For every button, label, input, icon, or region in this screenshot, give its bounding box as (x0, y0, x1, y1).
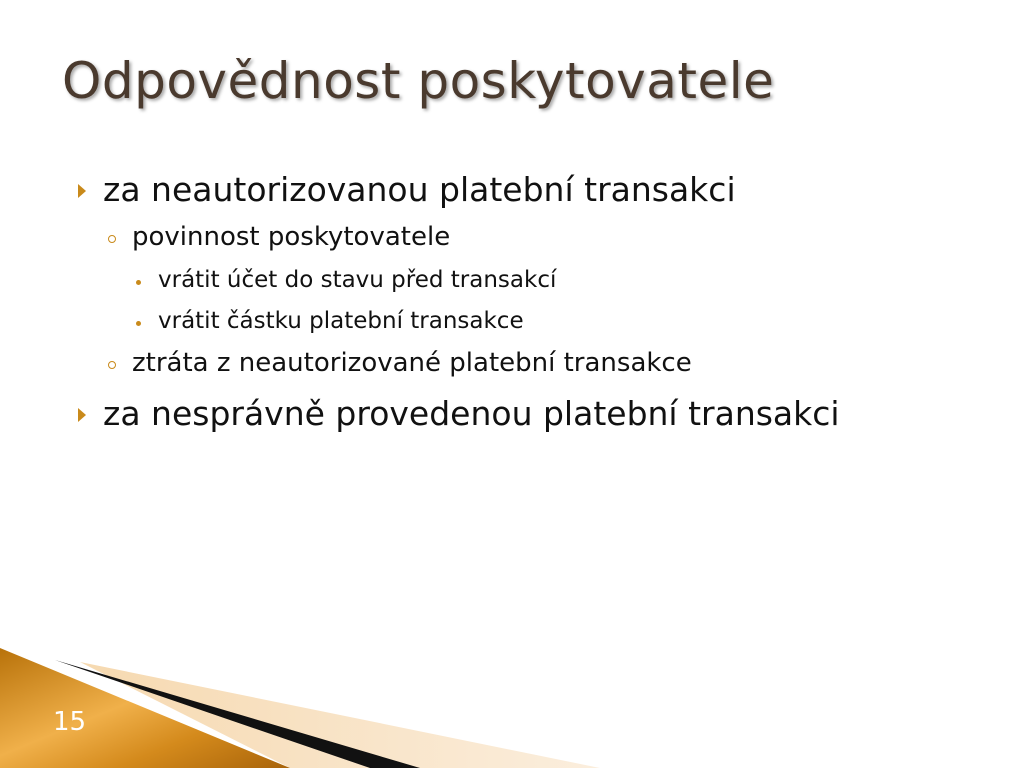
dot-bullet-icon (136, 321, 141, 326)
sub-sub-bullet-item: vrátit částku platební transakce (158, 308, 524, 334)
ring-bullet-icon (108, 361, 116, 369)
sub-sub-bullet-item: vrátit účet do stavu před transakcí (158, 267, 557, 293)
bullet-item: za neautorizovanou platební transakci (103, 170, 736, 209)
bullet-item: za nesprávně provedenou platební transakci (103, 394, 840, 433)
ring-bullet-icon (108, 235, 116, 243)
sub-bullet-item: povinnost poskytovatele (132, 222, 451, 252)
dot-bullet-icon (136, 280, 141, 285)
slide-title: Odpovědnost poskytovatele (62, 52, 775, 110)
triangle-bullet-icon (78, 408, 86, 422)
triangle-bullet-icon (78, 184, 86, 198)
sub-bullet-item: ztráta z neautorizované platební transakce (132, 348, 692, 378)
slide-number: 15 (53, 707, 87, 737)
